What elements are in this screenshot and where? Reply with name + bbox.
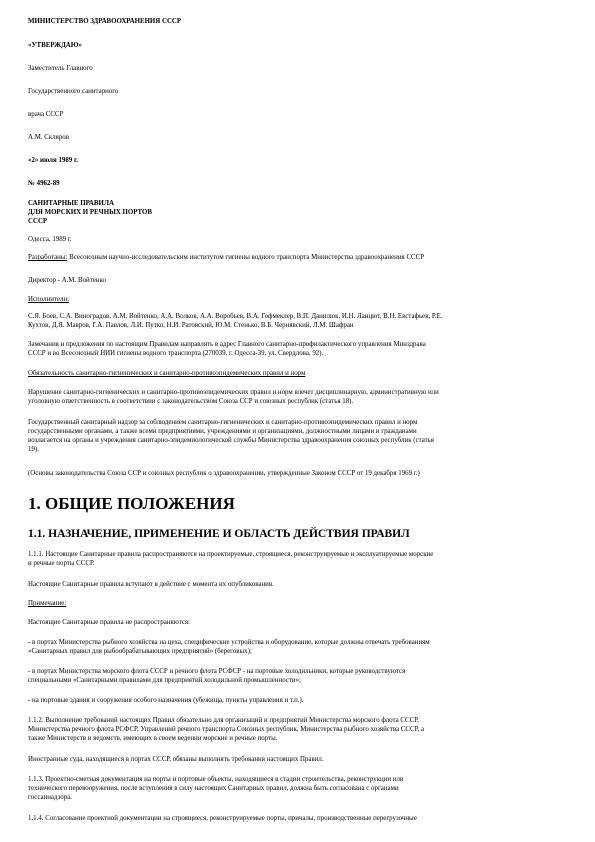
mandatory-heading: Обязательность санитарно-гигиенических и санитарно-противоэпидемических правил и норм: [28, 370, 306, 377]
title-line-1: САНИТАРНЫЕ ПРАВИЛА: [28, 200, 114, 207]
executors-list: [28, 312, 568, 330]
paragraph-1-1-4: 1.1.4. Согласование проектной документации на строящиеся, реконструируемые порты, причалы, производственные перегрузочные: [28, 815, 417, 822]
remarks-paragraph: [28, 340, 568, 358]
law-reference: (Основы законодательства Союза ССР и союзных республик о здравоохранении, утвержденные Законом СССР от 19 декабря 1969 г.): [28, 470, 420, 477]
supervision-line-4: 19).: [28, 446, 39, 453]
paragraph-1-1-2: [28, 716, 568, 743]
p111-line-1: 1.1.1. Настоящие Санитарные правила распространяются на проектируемые, строящиеся, реконструируемые и эксплуатируемые морские: [28, 551, 434, 558]
supervision-line-2: государственными органами, а также всеми предприятиями, учреждениями и организациями, должностными лицами и гражданами: [28, 428, 417, 435]
document-title: [28, 199, 568, 226]
approve-stamp: «УТВЕРЖДАЮ»: [28, 42, 82, 49]
foreign-ships-text: Иностранные суда, находящиеся в портах СССР, обязаны выполнять требования настоящих Правил.: [28, 756, 324, 763]
bullet-refrigerators: [28, 667, 568, 685]
approval-date: «2» июля 1989 г.: [28, 157, 79, 164]
note-label: Примечание:: [28, 600, 67, 607]
in-force-text: Настоящие Санитарные правила вступают в действие с момента их опубликования.: [28, 581, 274, 588]
remarks-line-1: Замечания и предложения по настоящим Правилам направлять в адрес Главного санитарно-профилактического управления Минздрава: [28, 341, 426, 348]
section-1-heading: 1. ОБЩИЕ ПОЛОЖЕНИЯ: [28, 494, 235, 513]
supervision-paragraph: [28, 418, 568, 454]
supervision-line-3: возлагается на органы и учреждения санитарно-эпидемиологической службы Министерства здравоохранения союзных республик (статья: [28, 437, 434, 444]
p112-line-2: Министерства речного флота РСФСР, Управлений речного транспорта Союзных республик, Министерства рыбного хозяйства СССР, а: [28, 726, 425, 733]
document-number: № 4962-89: [28, 180, 60, 187]
supervision-line-1: Государственный санитарный надзор за соблюдением санитарно-гигиенических и санитарно-противоэпидемических правил и норм: [28, 419, 418, 426]
violation-line-2: уголовную ответственность в соответствии с законодательством Союза ССР и союзных республик (статья 18).: [28, 398, 354, 405]
place-year: Одесса, 1989 г.: [28, 236, 72, 243]
bullet2-line-2: специальными «Санитарными правилами для предприятий холодильной промышленности»;: [28, 677, 301, 684]
title-line-3: СССР: [28, 218, 48, 225]
bullet2-line-1: - в портах Министерства морского флота СССР и речного флота РСФСР - на портовые холодильники, которые руководствуются: [28, 668, 406, 675]
violation-paragraph: [28, 388, 568, 406]
developed-text: Всесоюзным научно-исследовательским институтом гигиены водного транспорта Министерства здравоохранения СССР: [67, 254, 425, 261]
p113-line-3: госсаннадзора.: [28, 794, 72, 801]
p112-line-3: также Министерств и ведомств, имеющих в своем ведении морские и речные порты.: [28, 735, 278, 742]
violation-line-1: Нарушение санитарно-гигиенических и санитарно-противоэпидемических правил и норм влечет дисциплинарную, административную или: [28, 389, 439, 396]
remarks-line-2: СССР и во Всесоюзный НИИ гигиены водного транспорта (270039, г. Одесса-39, ул. Свердлова, 92).: [28, 350, 324, 357]
ministry-heading: МИНИСТЕРСТВО ЗДРАВООХРАНЕНИЯ СССР: [28, 18, 182, 25]
deputy-line-1: Заместитель Главного: [28, 65, 93, 72]
executors-line-1: С.Я. Боев, С.А. Виноградов, А.М. Войтенко, А.А. Волков, А.А. Воробьев, В.А. Гофмеклер, В.П. Данилюк, И.Н. Ланцют, В.Н. Евстафьев, Р.Е.: [28, 313, 443, 320]
signer-name: А.М. Скляров: [28, 134, 69, 141]
developed-label: Разработаны:: [28, 254, 68, 261]
deputy-line-3: врача СССР: [28, 111, 64, 118]
developed-by: [28, 253, 568, 262]
bullet-special-buildings: - на портовые здания и сооружения особого назначения (убежища, пункты управления и т.п.).: [28, 697, 304, 704]
deputy-line-2: Государственного санитарного: [28, 88, 119, 95]
p111-line-2: и речные порты СССР.: [28, 560, 95, 567]
director: Директор - А.М. Войтенко: [28, 277, 106, 284]
bullet1-line-1: - в портах Министерства рыбного хозяйства на цеха, специфические устройства и оборудование, которые должны отвечать требованиям: [28, 639, 430, 646]
executors-line-2: Кухтов, Д.Я. Мавров, Г.А. Павлов, Л.И. Путко, Н.И. Ратовский, Ю.М. Стенько, В.Б. Чернявский, Л.М. Шафран: [28, 322, 354, 329]
p113-line-1: 1.1.3. Проектно-сметная документация на порты и портовые объекты, находящиеся в стадии строительства, реконструкции или: [28, 776, 404, 783]
executors-label: Исполнители:: [28, 296, 70, 303]
bullet-fishing-ports: [28, 638, 568, 656]
section-1-1-heading: 1.1. НАЗНАЧЕНИЕ, ПРИМЕНЕНИЕ И ОБЛАСТЬ ДЕЙСТВИЯ ПРАВИЛ: [28, 528, 410, 540]
title-line-2: ДЛЯ МОРСКИХ И РЕЧНЫХ ПОРТОВ: [28, 209, 153, 216]
bullet1-line-2: «Санитарных правил для рыбообрабатывающих предприятий» (береговых);: [28, 648, 252, 655]
not-apply-text: Настоящие Санитарные правила не распространяются:: [28, 619, 190, 626]
p112-line-1: 1.1.2. Выполнение требований настоящих Правил обязательно для организаций и предприятий Министерства морского флота СССР,: [28, 717, 419, 724]
paragraph-1-1-3: [28, 775, 568, 802]
paragraph-1-1-1: [28, 550, 568, 568]
p113-line-2: технического перевооружения, после вступления в силу настоящих Санитарных правил, должна быть согласована с органами: [28, 785, 399, 792]
